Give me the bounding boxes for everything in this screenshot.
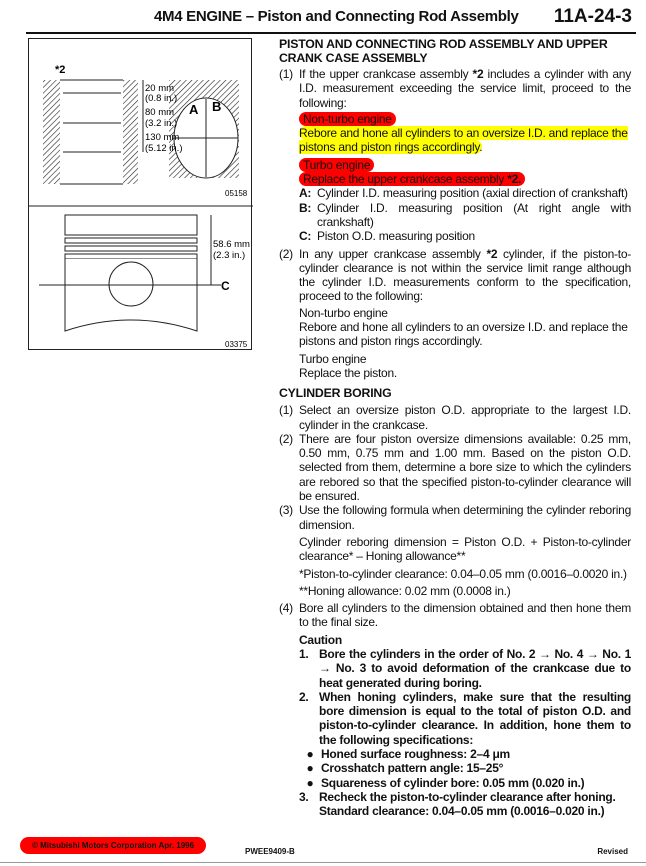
revision-status: Revised bbox=[597, 847, 628, 856]
standard-clearance: Standard clearance: 0.04–0.05 mm (0.0016–0.020 in.) bbox=[319, 804, 605, 819]
list-item bbox=[279, 503, 631, 532]
figure-number: 05158 bbox=[225, 189, 248, 198]
item-number: 3. bbox=[299, 789, 309, 804]
caution-item bbox=[279, 647, 631, 690]
body-text bbox=[279, 37, 631, 819]
turbo2-instruction: Replace the piston. bbox=[299, 365, 397, 380]
item-number: 2. bbox=[299, 689, 309, 704]
list-item bbox=[279, 247, 631, 304]
turbo-instruction bbox=[299, 172, 525, 186]
page-header bbox=[26, 4, 636, 34]
section-title: CYLINDER BORING bbox=[279, 386, 392, 401]
item-text: Bore the cylinders in the order of No. 2 → No. 4 → No. 1 → No. 3 to avoid deformation of the crankcase due to heat generated during boring. bbox=[319, 646, 631, 690]
item-text: Select an oversize piston O.D. appropriate to the largest I.D. cylinder in the crankcase. bbox=[299, 403, 631, 432]
label-item bbox=[279, 229, 631, 243]
turbo2-heading: Turbo engine bbox=[299, 351, 367, 366]
label-key: A: bbox=[299, 186, 312, 201]
label-text: Cylinder I.D. measuring position (At right angle with crankshaft) bbox=[317, 200, 631, 229]
item-text: Recheck the piston-to-cylinder clearance after honing. bbox=[319, 789, 616, 804]
footnote: **Honing allowance: 0.02 mm (0.0008 in.) bbox=[299, 583, 511, 598]
text: includes a cylinder with any I.D. measurement exceeding the service limit, proceed to the following: bbox=[299, 67, 631, 110]
item-number: (1) bbox=[279, 67, 293, 81]
item-text bbox=[299, 247, 631, 304]
text: cylinder, if the piston-to-cylinder clearance is not within the service limit range although the cylinder I.D. measurements conform to the specification, proceed to the following: bbox=[299, 246, 632, 304]
list-item bbox=[279, 432, 631, 503]
dim-label: (2.3 in.) bbox=[213, 250, 246, 261]
label-a: A bbox=[189, 102, 199, 117]
ref: *2 bbox=[472, 67, 484, 81]
item-number: (1) bbox=[279, 403, 293, 418]
bullet-text: Squareness of cylinder bore: 0.05 mm (0.020 in.) bbox=[321, 775, 585, 790]
header-title: 4M4 ENGINE – Piston and Connecting Rod Assembly bbox=[154, 8, 519, 25]
nonturbo-instruction: Rebore and hone all cylinders to an oversize I.D. and replace the pistons and piston rings accordingly. bbox=[299, 126, 628, 155]
dim-label: 80 mm bbox=[145, 107, 175, 118]
label-key: C: bbox=[299, 229, 312, 244]
document-code: PWEE9409-B bbox=[245, 847, 295, 856]
bullet-text: Honed surface roughness: 2–4 μm bbox=[321, 747, 510, 762]
dim-label: 20 mm bbox=[145, 83, 175, 94]
item-number: (2) bbox=[279, 431, 293, 446]
item-number: (3) bbox=[279, 503, 293, 518]
spec-bullet bbox=[279, 776, 631, 790]
copyright: © Mitsubishi Motors Corporation Apr. 1996 bbox=[20, 837, 206, 854]
text: In any upper crankcase assembly bbox=[299, 246, 487, 261]
list-item bbox=[279, 403, 631, 432]
item-number: 1. bbox=[299, 646, 309, 661]
caution-heading: Caution bbox=[299, 632, 342, 647]
item-text: There are four piston oversize dimensions available: 0.25 mm, 0.50 mm, 0.75 mm and 1.00 mm. Based on the piston O.D. selected from them, determine a bore size to which the cylinders are rebored so that the specified piston-to-cylinder clearance will be ensured. bbox=[299, 431, 631, 504]
item-number: (2) bbox=[279, 246, 293, 261]
label-text: Piston O.D. measuring position bbox=[317, 229, 475, 244]
label-item bbox=[279, 186, 631, 200]
footnote: *Piston-to-cylinder clearance: 0.04–0.05 mm (0.0016–0.0020 in.) bbox=[299, 566, 627, 581]
bullet-text: Crosshatch pattern angle: 15–25° bbox=[321, 761, 504, 776]
text: Replace the upper crankcase assembly bbox=[303, 172, 508, 187]
label-b: B bbox=[212, 99, 222, 114]
ref: *2 bbox=[486, 246, 498, 261]
item-number: (4) bbox=[279, 601, 293, 616]
dim-label: 130 mm bbox=[145, 132, 180, 143]
dim-label: (0.8 in.) bbox=[145, 93, 178, 104]
dim-label: (3.2 in.) bbox=[145, 118, 178, 129]
turbo-heading: Turbo engine bbox=[299, 158, 374, 172]
dim-label: 58.6 mm bbox=[213, 239, 250, 250]
nonturbo-heading: Non-turbo engine bbox=[299, 112, 396, 126]
caution-item bbox=[279, 690, 631, 747]
formula: Cylinder reboring dimension = Piston O.D. + Piston-to-cylinder clearance* – Honing allowance** bbox=[299, 534, 631, 564]
figure-number: 03375 bbox=[225, 340, 248, 349]
text: If the upper crankcase assembly bbox=[299, 67, 473, 81]
section-title: PISTON AND CONNECTING ROD ASSEMBLY AND UPPER CRANK CASE ASSEMBLY bbox=[279, 37, 608, 65]
item-text: Bore all cylinders to the dimension obtained and then hone them to the final size. bbox=[299, 601, 631, 630]
item-text: When honing cylinders, make sure that the resulting bore dimension is equal to the total of piston O.D. and piston-to-cylinder clearance. In addition, hone them to the following specifications: bbox=[319, 689, 631, 747]
dim-label: (5.12 in.) bbox=[145, 143, 183, 154]
caution-item bbox=[279, 790, 631, 804]
cylinder-section bbox=[43, 64, 248, 198]
ref-label: *2 bbox=[55, 64, 66, 76]
label-c: C bbox=[221, 279, 230, 293]
bullet-icon: ● bbox=[306, 775, 314, 790]
nonturbo2-heading: Non-turbo engine bbox=[299, 305, 388, 320]
spec-bullet bbox=[279, 747, 631, 761]
list-item bbox=[279, 601, 631, 630]
label-key: B: bbox=[299, 200, 312, 215]
bullet-icon: ● bbox=[306, 747, 314, 762]
label-text: Cylinder I.D. measuring position (axial direction of crankshaft) bbox=[317, 186, 628, 201]
list-item bbox=[279, 67, 631, 110]
item-text bbox=[299, 67, 631, 110]
bottom-rule bbox=[0, 862, 646, 863]
figure-panel bbox=[28, 38, 252, 350]
spec-bullet bbox=[279, 761, 631, 775]
nonturbo2-instruction: Rebore and hone all cylinders to an oversize I.D. and replace the pistons and piston rings accordingly. bbox=[299, 320, 628, 349]
label-item bbox=[279, 201, 631, 230]
item-text: Use the following formula when determining the cylinder reboring dimension. bbox=[299, 503, 631, 532]
ref: *2. bbox=[507, 172, 522, 187]
page-number: 11A-24-3 bbox=[553, 6, 632, 27]
cylinder-piston-diagram bbox=[29, 39, 253, 351]
piston-drawing bbox=[39, 215, 250, 349]
bullet-icon: ● bbox=[306, 761, 314, 776]
